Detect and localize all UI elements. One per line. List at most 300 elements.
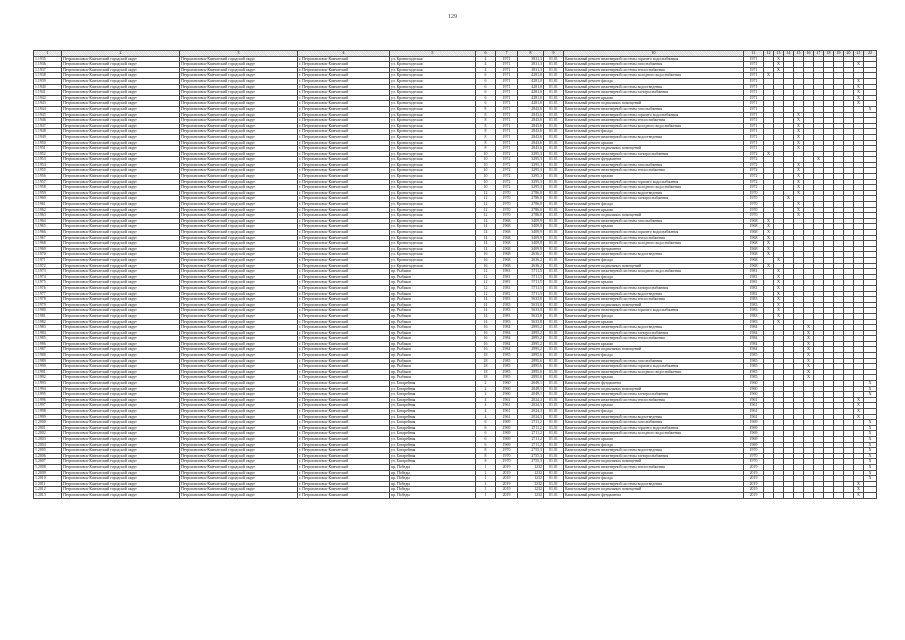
table-cell: Петропавловск-Камчатский городской округ (62, 218, 180, 224)
table-cell: 1968 (744, 246, 764, 252)
table-cell: Капитальный ремонт инженерной системы водоотведения (564, 481, 744, 487)
table-cell: г. Петропавловск-Камчатский (298, 157, 390, 163)
table-cell: Петропавловск-Камчатский городской округ (62, 414, 180, 420)
table-cell: ул. Кронштадтская (390, 168, 476, 174)
table-cell: 12 (476, 280, 496, 286)
mark-cell: X (764, 241, 774, 247)
table-cell: 1984 (496, 347, 518, 353)
table-cell: Капитальный ремонт инженерной системы электроснабжения (564, 196, 744, 202)
table-cell: Петропавловск-Камчатский городской округ (180, 313, 298, 319)
table-cell: ул. Кронштадтская (390, 67, 476, 73)
table-cell: Петропавловск-Камчатский городской округ (62, 213, 180, 219)
table-cell: 2895,6 (518, 364, 544, 370)
table-cell: 1971 (496, 106, 518, 112)
table-cell: 1970 (744, 190, 764, 196)
table-cell: пр. Рыбаков (390, 319, 476, 325)
table-cell: пр. Рыбаков (390, 336, 476, 342)
table-cell: 1971 (496, 90, 518, 96)
table-cell: Капитальный ремонт инженерной системы теплоснабжения (564, 168, 744, 174)
table-cell: Капитальный ремонт фасада (564, 313, 744, 319)
table-cell: 4281,0 (518, 78, 544, 84)
table-cell: Петропавловск-Камчатский городской округ (180, 123, 298, 129)
table-cell: 16 (476, 341, 496, 347)
table-cell: Капитальный ремонт инженерной системы газоснабжения (564, 162, 744, 168)
mark-cell: X (864, 464, 877, 470)
table-cell: Петропавловск-Камчатский городской округ (62, 353, 180, 359)
table-cell: ул. Кронштадтская (390, 90, 476, 96)
table-cell: 01.01 (544, 101, 564, 107)
table-cell: 1971 (744, 123, 764, 129)
table-cell: 1960 (744, 392, 764, 398)
table-cell: 2711,2 (518, 436, 544, 442)
column-header: 5 (390, 51, 476, 57)
table-cell: ул. Кронштадтская (390, 62, 476, 68)
table-cell: Петропавловск-Камчатский городской округ (62, 174, 180, 180)
table-cell: ул. Батарейная (390, 392, 476, 398)
table-cell: 1971 (496, 112, 518, 118)
mark-cell: X (864, 431, 877, 437)
table-cell: Петропавловск-Камчатский городской округ (62, 252, 180, 258)
mark-cell: X (804, 375, 814, 381)
table-cell: 01.01 (544, 409, 564, 415)
table-cell: пр. Рыбаков (390, 308, 476, 314)
table-cell: Петропавловск-Камчатский городской округ (62, 263, 180, 269)
table-cell: Петропавловск-Камчатский городской округ (180, 470, 298, 476)
table-cell: 2019 (744, 464, 764, 470)
table-cell: 1971 (744, 67, 764, 73)
table-cell: Петропавловск-Камчатский городской округ (180, 78, 298, 84)
table-cell: 1968 (496, 224, 518, 230)
table-cell: 1981 (744, 274, 764, 280)
table-cell: 1.1985 (34, 336, 62, 342)
table-cell: пр. Рыбаков (390, 302, 476, 308)
table-cell: 2843,6 (518, 123, 544, 129)
table-cell: ул. Кронштадтская (390, 235, 476, 241)
mark-cell: X (774, 62, 784, 68)
table-cell: Петропавловск-Камчатский городской округ (62, 420, 180, 426)
table-cell: г. Петропавловск-Камчатский (298, 420, 390, 426)
table-cell: 01.01 (544, 381, 564, 387)
table-cell: Капитальный ремонт инженерной системы теплоснабжения (564, 118, 744, 124)
table-cell: 4281,0 (518, 95, 544, 101)
table-cell: 1.1940 (34, 84, 62, 90)
table-cell: 1.1990 (34, 364, 62, 370)
table-cell: 2895,2 (518, 325, 544, 331)
table-cell: Петропавловск-Камчатский городской округ (180, 157, 298, 163)
column-header: 3 (180, 51, 298, 57)
table-cell: 12 (476, 190, 496, 196)
table-cell: 1981 (496, 274, 518, 280)
mark-cell: X (854, 414, 864, 420)
column-header: 21 (854, 51, 864, 57)
table-cell: 4 (476, 56, 496, 62)
table-cell: Петропавловск-Камчатский городской округ (180, 297, 298, 303)
table-cell: 6 (476, 95, 496, 101)
table-cell: 1970 (744, 202, 764, 208)
table-cell: г. Петропавловск-Камчатский (298, 218, 390, 224)
table-cell: ул. Кронштадтская (390, 246, 476, 252)
table-cell: 01.01 (544, 431, 564, 437)
mark-cell: X (794, 134, 804, 140)
table-cell: 1968 (744, 263, 764, 269)
table-cell: 14 (476, 297, 496, 303)
table-cell: Петропавловск-Камчатский городской округ (62, 224, 180, 230)
table-cell: Петропавловск-Камчатский городской округ (62, 285, 180, 291)
table-cell: 1960 (744, 386, 764, 392)
table-cell: 01.01 (544, 425, 564, 431)
table-cell: 4281,0 (518, 101, 544, 107)
table-cell: 2049,1 (518, 392, 544, 398)
mark-cell: X (774, 269, 784, 275)
table-cell: 2711,2 (518, 420, 544, 426)
table-cell: 01.01 (544, 481, 564, 487)
table-cell: 1972 (496, 179, 518, 185)
table-cell: Петропавловск-Камчатский городской округ (62, 118, 180, 124)
table-cell: Петропавловск-Камчатский городской округ (62, 95, 180, 101)
table-cell: Петропавловск-Камчатский городской округ (180, 246, 298, 252)
table-cell: 01.01 (544, 263, 564, 269)
mark-cell: X (794, 162, 804, 168)
table-cell: 2711,2 (518, 431, 544, 437)
table-cell: 1.2013 (34, 492, 62, 498)
table-cell: 01.01 (544, 224, 564, 230)
mark-cell: X (794, 123, 804, 129)
table-cell: 2843,6 (518, 140, 544, 146)
table-cell: Петропавловск-Камчатский городской округ (62, 409, 180, 415)
table-cell: 1971 (744, 78, 764, 84)
table-cell: 1970 (496, 202, 518, 208)
table-cell: 18 (476, 364, 496, 370)
table-cell: Капитальный ремонт инженерной системы горячего водоснабжения (564, 308, 744, 314)
table-cell: 1.2000 (34, 420, 62, 426)
table-cell: 1971 (496, 123, 518, 129)
table-cell: 01.01 (544, 112, 564, 118)
table-cell: Петропавловск-Камчатский городской округ (62, 140, 180, 146)
table-cell: г. Петропавловск-Камчатский (298, 336, 390, 342)
table-cell: Капитальный ремонт крыши (564, 280, 744, 286)
table-cell: 01.01 (544, 442, 564, 448)
mark-cell: X (854, 492, 864, 498)
table-cell: 10 (476, 151, 496, 157)
table-cell: 1972 (744, 179, 764, 185)
table-cell: Капитальный ремонт инженерной системы газоснабжения (564, 218, 744, 224)
mark-cell: X (864, 425, 877, 431)
table-cell: 1984 (744, 330, 764, 336)
table-cell: 01.01 (544, 487, 564, 493)
table-cell: Капитальный ремонт фасада (564, 202, 744, 208)
table-cell: 1.1993 (34, 381, 62, 387)
table-cell: г. Петропавловск-Камчатский (298, 453, 390, 459)
table-cell: 8 (476, 118, 496, 124)
table-cell: г. Петропавловск-Камчатский (298, 257, 390, 263)
table-cell: 1971 (744, 95, 764, 101)
table-cell: ул. Кронштадтская (390, 185, 476, 191)
table-cell: 1971 (744, 118, 764, 124)
table-cell: Петропавловск-Камчатский городской округ (62, 425, 180, 431)
table-cell: Петропавловск-Камчатский городской округ (62, 358, 180, 364)
mark-cell: X (794, 129, 804, 135)
table-cell: 3409,9 (518, 246, 544, 252)
table-cell: 1969 (496, 425, 518, 431)
table-cell: 1.2004 (34, 442, 62, 448)
table-cell: 1961 (744, 403, 764, 409)
table-cell: Петропавловск-Камчатский городской округ (180, 481, 298, 487)
table-cell: 14 (476, 313, 496, 319)
table-cell: 1968 (744, 230, 764, 236)
table-cell: ул. Кронштадтская (390, 174, 476, 180)
mark-cell: X (864, 392, 877, 398)
mark-cell: X (854, 62, 864, 68)
table-cell: Петропавловск-Камчатский городской округ (180, 492, 298, 498)
table-cell: 1984 (496, 330, 518, 336)
table-cell: Петропавловск-Камчатский городской округ (62, 202, 180, 208)
table-cell: Петропавловск-Камчатский городской округ (62, 62, 180, 68)
table-cell: 01.01 (544, 302, 564, 308)
table-cell: г. Петропавловск-Камчатский (298, 213, 390, 219)
table-cell: 1961 (744, 414, 764, 420)
table-cell: Капитальный ремонт инженерной системы горячего водоснабжения (564, 230, 744, 236)
table-cell: 1.2009 (34, 470, 62, 476)
table-cell: Капитальный ремонт подвальных помещений (564, 101, 744, 107)
table-cell: ул. Батарейная (390, 459, 476, 465)
table-cell: Капитальный ремонт инженерной системы водоотведения (564, 252, 744, 258)
table-cell: Капитальный ремонт крыши (564, 207, 744, 213)
table-cell: 01.01 (544, 95, 564, 101)
table-cell: Петропавловск-Камчатский городской округ (62, 375, 180, 381)
table-cell: г. Петропавловск-Камчатский (298, 280, 390, 286)
table-cell: 1981 (496, 269, 518, 275)
table-cell: Петропавловск-Камчатский городской округ (180, 414, 298, 420)
table-cell: г. Петропавловск-Камчатский (298, 375, 390, 381)
table-cell: 1 (476, 470, 496, 476)
table-cell: Петропавловск-Камчатский городской округ (180, 146, 298, 152)
table-cell: г. Петропавловск-Камчатский (298, 112, 390, 118)
table-cell: г. Петропавловск-Камчатский (298, 73, 390, 79)
table-cell: 2636,2 (518, 257, 544, 263)
table-cell: Петропавловск-Камчатский городской округ (62, 392, 180, 398)
table-cell: 01.01 (544, 274, 564, 280)
table-cell: 01.01 (544, 353, 564, 359)
table-cell: 12 (476, 213, 496, 219)
table-cell: Капитальный ремонт инженерной системы электроснабжения (564, 285, 744, 291)
table-cell: 1981 (496, 280, 518, 286)
table-cell: Петропавловск-Камчатский городской округ (180, 436, 298, 442)
table-cell: Петропавловск-Камчатский городской округ (180, 392, 298, 398)
mark-cell: X (774, 302, 784, 308)
table-cell: 1.2005 (34, 448, 62, 454)
table-cell: 01.01 (544, 123, 564, 129)
table-cell: Капитальный ремонт фасада (564, 353, 744, 359)
table-cell: г. Петропавловск-Камчатский (298, 403, 390, 409)
table-cell: 10 (476, 157, 496, 163)
table-cell: Петропавловск-Камчатский городской округ (62, 67, 180, 73)
table-cell: 01.01 (544, 386, 564, 392)
table-cell: ул. Кронштадтская (390, 84, 476, 90)
table-cell: г. Петропавловск-Камчатский (298, 162, 390, 168)
table-cell: Петропавловск-Камчатский городской округ (180, 129, 298, 135)
table-cell: пр. Рыбаков (390, 330, 476, 336)
table-cell: Петропавловск-Камчатский городской округ (62, 291, 180, 297)
table-cell: 16 (476, 347, 496, 353)
mark-cell: X (794, 202, 804, 208)
table-cell: пр. Рыбаков (390, 369, 476, 375)
table-cell: 1972 (496, 168, 518, 174)
table-cell: 1983 (496, 297, 518, 303)
table-cell: 1971 (744, 140, 764, 146)
table-cell: 01.01 (544, 230, 564, 236)
table-cell: Петропавловск-Камчатский городской округ (62, 257, 180, 263)
table-cell: 3831,3 (518, 62, 544, 68)
table-cell: Капитальный ремонт крыши (564, 375, 744, 381)
table-cell: Капитальный ремонт инженерной системы водоотведения (564, 448, 744, 454)
table-cell: Капитальный ремонт фундамента (564, 381, 744, 387)
mark-cell: X (794, 213, 804, 219)
table-cell: 1968 (496, 257, 518, 263)
mark-cell: X (774, 297, 784, 303)
table-cell: 1972 (496, 174, 518, 180)
table-cell: 1985 (744, 369, 764, 375)
table-cell: г. Петропавловск-Камчатский (298, 470, 390, 476)
table-cell: 1960 (496, 386, 518, 392)
table-cell: Капитальный ремонт подвальных помещений (564, 146, 744, 152)
table-cell: 1970 (744, 213, 764, 219)
table-cell: ул. Кронштадтская (390, 202, 476, 208)
table-cell: ул. Кронштадтская (390, 146, 476, 152)
table-cell: 1 (476, 464, 496, 470)
table-cell: г. Петропавловск-Камчатский (298, 330, 390, 336)
table-cell: 1.1983 (34, 325, 62, 331)
table-cell: Капитальный ремонт фасада (564, 78, 744, 84)
table-cell: 1971 (496, 140, 518, 146)
table-cell: ул. Батарейная (390, 386, 476, 392)
table-cell: Капитальный ремонт крыши (564, 224, 744, 230)
table-cell: 1984 (744, 341, 764, 347)
table-cell: Петропавловск-Камчатский городской округ (180, 213, 298, 219)
mark-cell: X (794, 112, 804, 118)
table-cell: 2755,3 (518, 459, 544, 465)
table-cell: г. Петропавловск-Камчатский (298, 302, 390, 308)
table-cell: 1969 (496, 436, 518, 442)
table-cell: г. Петропавловск-Камчатский (298, 442, 390, 448)
table-cell: ул. Кронштадтская (390, 257, 476, 263)
table-cell: Петропавловск-Камчатский городской округ (62, 330, 180, 336)
table-cell: 1972 (496, 151, 518, 157)
table-cell: Петропавловск-Камчатский городской округ (62, 151, 180, 157)
table-cell: Петропавловск-Камчатский городской округ (62, 168, 180, 174)
table-cell: 01.01 (544, 84, 564, 90)
mark-cell: X (764, 218, 774, 224)
mark-cell: X (804, 336, 814, 342)
table-cell: ул. Кронштадтская (390, 106, 476, 112)
table-cell: 1981 (744, 280, 764, 286)
table-cell: 3409,9 (518, 241, 544, 247)
table-cell: 1.1980 (34, 308, 62, 314)
column-header: 20 (844, 51, 854, 57)
table-cell: 01.01 (544, 218, 564, 224)
table-cell: 01.01 (544, 67, 564, 73)
table-cell: 1.1942 (34, 95, 62, 101)
table-cell: Петропавловск-Камчатский городской округ (180, 459, 298, 465)
table-cell: 1.1947 (34, 123, 62, 129)
table-cell: Капитальный ремонт фасада (564, 476, 744, 482)
table-cell: 2895,6 (518, 353, 544, 359)
table-cell: 2 (476, 386, 496, 392)
table-cell: Капитальный ремонт инженерной системы водоотведения (564, 190, 744, 196)
table-cell: 1.1967 (34, 235, 62, 241)
table-cell: 2895,2 (518, 347, 544, 353)
table-cell: 1.1991 (34, 369, 62, 375)
table-cell: Петропавловск-Камчатский городской округ (180, 330, 298, 336)
column-header: 8 (518, 51, 544, 57)
table-cell: пр. Рыбаков (390, 297, 476, 303)
table-cell: 01.01 (544, 257, 564, 263)
table-cell: 14 (476, 218, 496, 224)
table-cell: 1.1945 (34, 112, 62, 118)
table-cell: 6 (476, 101, 496, 107)
table-cell: Петропавловск-Камчатский городской округ (62, 319, 180, 325)
table-cell: г. Петропавловск-Камчатский (298, 101, 390, 107)
table-cell: 1971 (744, 101, 764, 107)
table-cell: 2019 (496, 476, 518, 482)
table-cell: Петропавловск-Камчатский городской округ (62, 230, 180, 236)
table-cell: 01.01 (544, 129, 564, 135)
table-cell: пр. Победы (390, 492, 476, 498)
table-cell: ул. Кронштадтская (390, 252, 476, 258)
mark-cell: X (864, 470, 877, 476)
table-cell: г. Петропавловск-Камчатский (298, 263, 390, 269)
table-cell: 01.01 (544, 106, 564, 112)
table-cell: 1983 (496, 308, 518, 314)
table-cell: 1961 (744, 397, 764, 403)
table-cell: г. Петропавловск-Камчатский (298, 436, 390, 442)
table-cell: г. Петропавловск-Камчатский (298, 174, 390, 180)
table-cell: 2019 (744, 481, 764, 487)
table-cell: ул. Батарейная (390, 397, 476, 403)
table-cell: ул. Кронштадтская (390, 56, 476, 62)
table-cell: 01.01 (544, 420, 564, 426)
table-cell: 1981 (496, 291, 518, 297)
table-cell: ул. Кронштадтская (390, 73, 476, 79)
table-cell: ул. Кронштадтская (390, 207, 476, 213)
table-cell: Петропавловск-Камчатский городской округ (180, 464, 298, 470)
table-cell: пр. Победы (390, 464, 476, 470)
table-cell: Петропавловск-Камчатский городской округ (62, 459, 180, 465)
table-cell: Петропавловск-Камчатский городской округ (180, 381, 298, 387)
table-cell: 1969 (744, 436, 764, 442)
table-cell: Капитальный ремонт инженерной системы холодного водоснабжения (564, 73, 744, 79)
table-cell: 1.1974 (34, 274, 62, 280)
table-cell: 5711,5 (518, 274, 544, 280)
table-cell: 1985 (496, 358, 518, 364)
table-cell: Петропавловск-Камчатский городской округ (180, 168, 298, 174)
table-cell: 1971 (496, 95, 518, 101)
mark-cell: X (864, 459, 877, 465)
table-cell: 1971 (496, 146, 518, 152)
table-cell: Капитальный ремонт инженерной системы газоснабжения (564, 420, 744, 426)
table-cell: 3409,9 (518, 230, 544, 236)
column-header: 19 (834, 51, 844, 57)
table-cell: 8 (476, 123, 496, 129)
table-cell: г. Петропавловск-Камчатский (298, 123, 390, 129)
table-cell: ул. Батарейная (390, 420, 476, 426)
mark-cell (784, 492, 794, 498)
table-cell: 14 (476, 319, 496, 325)
table-cell: 1 (476, 487, 496, 493)
table-cell: 1.1963 (34, 213, 62, 219)
table-cell: Петропавловск-Камчатский городской округ (180, 425, 298, 431)
table-cell: 1968 (496, 235, 518, 241)
table-cell: 1971 (744, 73, 764, 79)
